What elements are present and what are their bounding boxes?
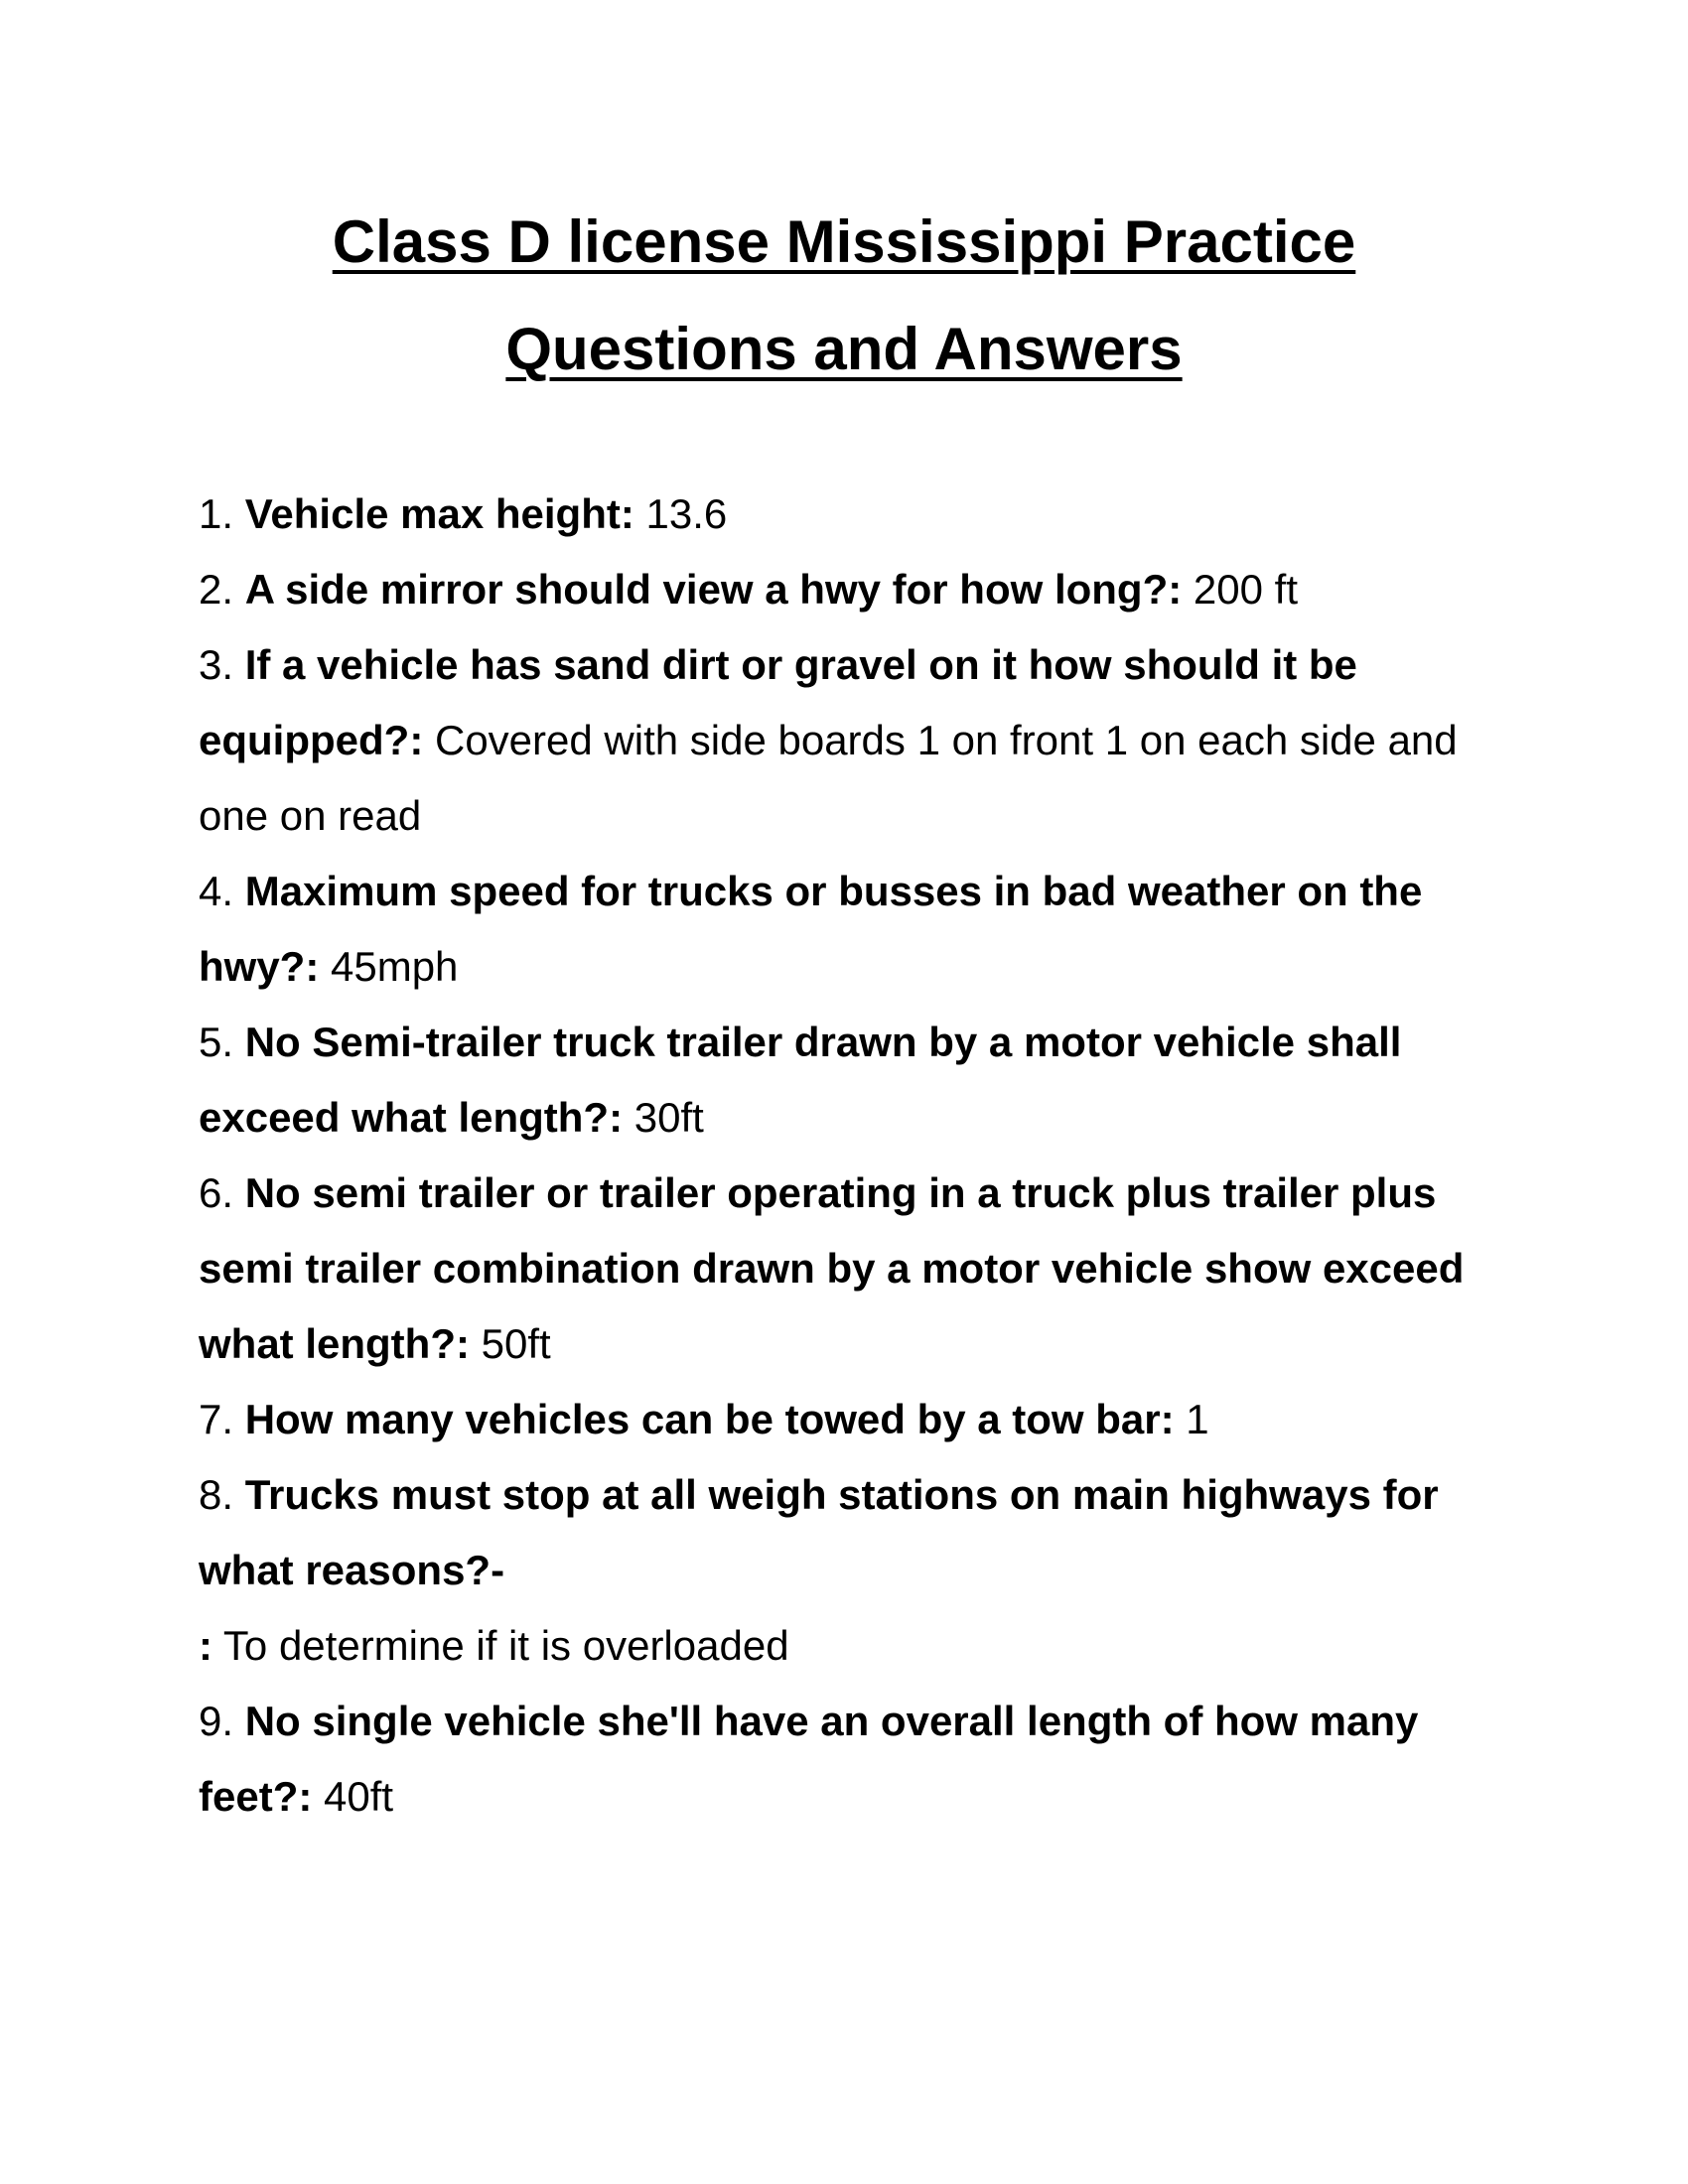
- answer-text: Covered with side boards 1 on front 1 on each side and one on read: [199, 717, 1458, 839]
- answer-text: 45mph: [331, 943, 459, 990]
- answer-text: 30ft: [633, 1094, 704, 1141]
- item-number: 5.: [199, 1019, 234, 1065]
- page-title: [0, 189, 1688, 403]
- question-text: A side mirror should view a hwy for how long?:: [244, 566, 1183, 613]
- qa-item-7: [199, 1382, 1509, 1457]
- question-text: If a vehicle has sand dirt or gravel on it how should it be equipped?:: [199, 641, 1357, 763]
- qa-item-6: [199, 1156, 1509, 1382]
- item-number: 6.: [199, 1169, 234, 1216]
- title-line-2: Questions and Answers: [505, 316, 1183, 382]
- question-tail: :: [199, 1622, 212, 1669]
- item-number: 8.: [199, 1471, 234, 1518]
- title-line-1: Class D license Mississippi Practice: [332, 208, 1356, 275]
- answer-text: 1: [1186, 1396, 1209, 1442]
- item-number: 4.: [199, 868, 234, 914]
- question-text: Vehicle max height:: [244, 490, 634, 537]
- answer-text: 200 ft: [1193, 566, 1298, 613]
- qa-item-3: [199, 627, 1509, 854]
- item-number: 1.: [199, 490, 234, 537]
- answer-text: To determine if it is overloaded: [222, 1622, 789, 1669]
- question-text: No semi trailer or trailer operating in a truck plus trailer plus semi trailer combination drawn by a motor vehicle show exceed what length?:: [199, 1169, 1465, 1367]
- item-number: 2.: [199, 566, 234, 613]
- qa-item-2: [199, 552, 1509, 627]
- item-number: 9.: [199, 1698, 234, 1744]
- qa-item-9: [199, 1684, 1509, 1835]
- answer-text: 40ft: [324, 1773, 394, 1820]
- qa-item-8: [199, 1457, 1509, 1684]
- item-number: 3.: [199, 641, 234, 688]
- qa-item-5: [199, 1005, 1509, 1156]
- question-text: No single vehicle she'll have an overall length of how many feet?:: [199, 1698, 1419, 1820]
- question-text: No Semi-trailer truck trailer drawn by a motor vehicle shall exceed what length?:: [199, 1019, 1402, 1141]
- answer-text: 13.6: [645, 490, 728, 537]
- qa-list: [199, 477, 1509, 1835]
- qa-item-1: [199, 477, 1509, 552]
- question-text: Maximum speed for trucks or busses in bad weather on the hwy?:: [199, 868, 1423, 990]
- question-text: Trucks must stop at all weigh stations on main highways for what reasons?-: [199, 1471, 1439, 1593]
- answer-text: 50ft: [481, 1320, 551, 1367]
- qa-item-4: [199, 854, 1509, 1005]
- item-number: 7.: [199, 1396, 234, 1442]
- question-text: How many vehicles can be towed by a tow bar:: [244, 1396, 1175, 1442]
